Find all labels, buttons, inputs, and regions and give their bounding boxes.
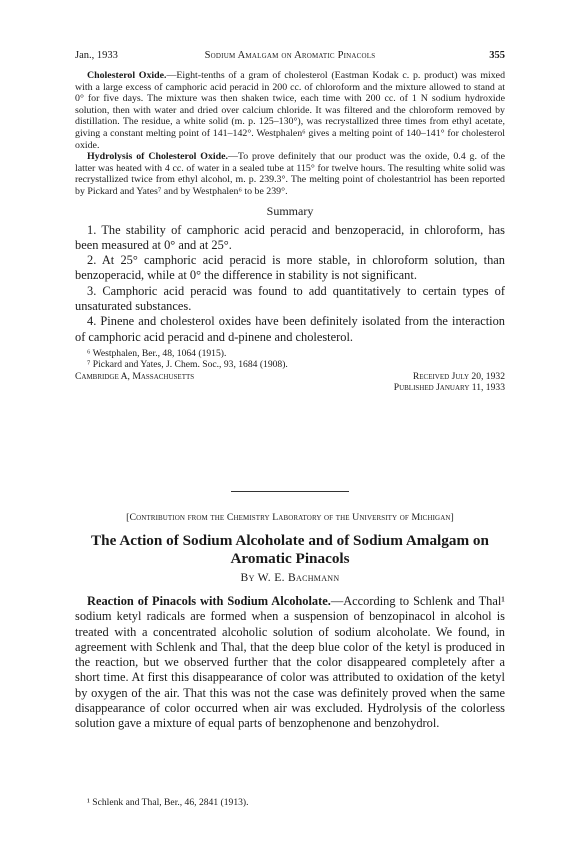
footnote: ¹ Schlenk and Thal, Ber., 46, 2841 (1913). — [87, 797, 249, 808]
article-footnote-block — [75, 797, 505, 808]
footnotes — [75, 348, 505, 371]
upper-content — [75, 70, 505, 395]
experimental-section — [75, 70, 505, 198]
header-date: Jan., 1933 — [75, 50, 118, 61]
experimental-paragraph — [75, 151, 505, 197]
summary-item: 1. The stability of camphoric acid peracid and benzoperacid, in chloroform, has been measured at 0° and at 25°. — [75, 222, 505, 252]
article-title-line: Aromatic Pinacols — [230, 550, 350, 567]
contribution-line: [Contribution from the Chemistry Laboratory of the University of Michigan] — [126, 512, 454, 523]
summary-item: 4. Pinene and cholesterol oxides have been definitely isolated from the interaction of camphoric acid peracid and d-pinene and cholesterol. — [75, 314, 505, 344]
article-author: By W. E. Bachmann — [240, 571, 340, 584]
footnote: ⁶ Westphalen, Ber., 48, 1064 (1915). — [87, 347, 227, 359]
summary-title: Summary — [266, 203, 314, 218]
running-header — [75, 50, 505, 66]
article-body — [75, 594, 505, 732]
paragraph-heading: Hydrolysis of Cholesterol Oxide. — [87, 151, 229, 163]
paragraph-heading: Cholesterol Oxide. — [87, 70, 167, 81]
section-divider — [231, 491, 349, 492]
article-title — [75, 532, 505, 568]
published-date: Published January 11, 1933 — [393, 382, 505, 394]
header-running-title: Sodium Amalgam on Aromatic Pinacols — [204, 50, 376, 61]
summary-item: 3. Camphoric acid peracid was found to add quantitatively to certain types of unsaturated substances. — [75, 283, 505, 314]
paragraph-heading: Reaction of Pinacols with Sodium Alcoholate. — [87, 594, 331, 608]
received-block — [75, 371, 505, 395]
paragraph-text: —To prove definitely that our product was the oxide, 0.4 g. of the latter was heated with 4 cc. of water in a sealed tube at 115° for twelve hours. The resulting white solid was recrystallized twice from ethyl alcohol, m. p. 239.3°. The melting point of cholestantriol has been reported by Pickard and Yates⁷ and by Westphalen⁶ to be 239°. — [75, 151, 505, 197]
paragraph-text: —Eight-tenths of a gram of cholesterol (Eastman Kodak c. p. product) was mixed with a large excess of camphoric acid peracid in 200 cc. of chloroform and the mixture allowed to stand at 0° for five days. The mixture was then shaken twice, each time with 200 cc. of 1 N sodium hydroxide solution, then with water and dried over calcium chloride. It was filtered and the chloroform removed by distillation. The residue, a white solid (m. p. 125–130°), was recrystallized three times from ethyl acetate, giving a constant melting point of 141–142°. Westphalen⁶ gives a melting point of 140–141° for cholesterol oxide. — [75, 70, 506, 151]
received-date: Received July 20, 1932 — [412, 370, 505, 382]
affiliation-location: Cambridge A, Massachusetts — [75, 370, 195, 382]
summary-list — [75, 223, 505, 345]
experimental-paragraph — [75, 70, 505, 151]
paragraph-text: —According to Schlenk and Thal¹ sodium ketyl radicals are formed when a suspension of benzopinacol in alcohol is treated with a concentrated alcoholic solution of sodium alcoholate. We found, in agreement with Schlenk and Thal, that the deep blue color of the ketyl is produced in the reaction, but we observed further that the color disappeared completely after a short time. At first this disappearance of color was attributed to oxidation of the ketyl by oxygen of the air. That this was not the case was definitely proved when the same disappearance of color occurred when air was excluded. Hydrolysis of the colorless solution gave a mixture of equal parts of benzophenone and benzohydrol. — [75, 594, 505, 731]
header-page-number: 355 — [489, 50, 505, 61]
summary-item: 2. At 25° camphoric acid peracid is more stable, in chloroform solution, than benzoperacid, while at 0° the difference in stability is not significant. — [75, 253, 505, 283]
footnote: ⁷ Pickard and Yates, J. Chem. Soc., 93, 1684 (1908). — [87, 359, 288, 371]
received-dates — [394, 371, 505, 394]
article-title-line: The Action of Sodium Alcoholate and of Sodium Amalgam on — [91, 532, 489, 549]
body-paragraph — [75, 594, 505, 732]
